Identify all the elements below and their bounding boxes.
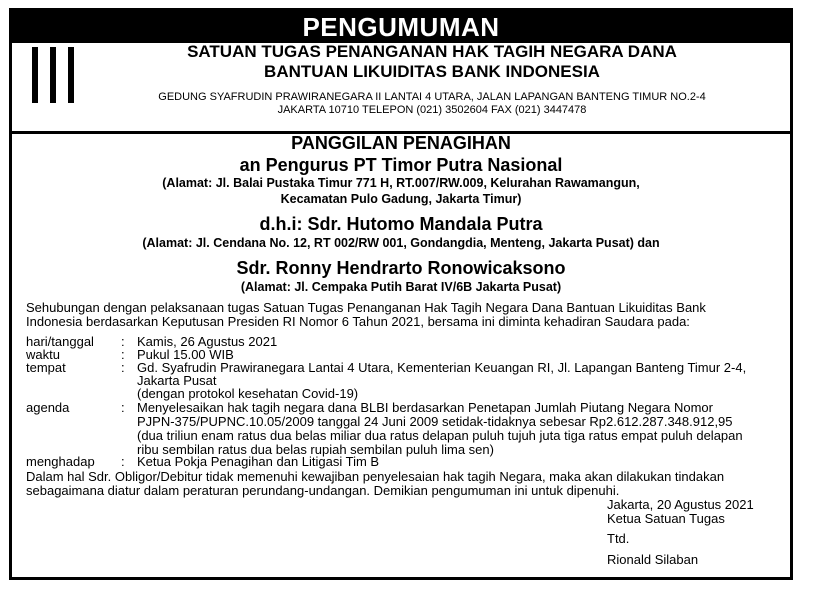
org-name-line2: BANTUAN LIKUIDITAS BANK INDONESIA	[264, 62, 600, 81]
agenda-line3: (dua triliun enam ratus dua belas miliar dua ratus delapan puluh tujuh juta tiga ratus empat puluh delapan	[137, 428, 743, 443]
detail-value	[137, 361, 785, 401]
announcement-banner: PENGUMUMAN	[12, 11, 790, 43]
announcement-frame	[9, 8, 793, 580]
tempat-line3: (dengan protokol kesehatan Covid-19)	[137, 386, 359, 401]
logo-bar	[50, 47, 56, 103]
detail-colon: :	[121, 400, 125, 415]
subject-address-line1: (Alamat: Jl. Balai Pustaka Timur 771 H, RT.007/RW.009, Kelurahan Rawamangun,	[162, 176, 640, 190]
detail-label: waktu	[26, 347, 60, 362]
org-address-line2: JAKARTA 10710 TELEPON (021) 3502604 FAX (021) 3447478	[277, 104, 587, 116]
intro-line1: Sehubungan dengan pelaksanaan tugas Satuan Tugas Penanganan Hak Tagih Negara Dana Bantuan Likuiditas Bank	[26, 300, 706, 315]
detail-value: Pukul 15.00 WIB	[137, 347, 234, 362]
signature-name: Rionald Silaban	[607, 552, 699, 567]
intro-line2: Indonesia berdasarkan Keputusan Presiden RI Nomor 6 Tahun 2021, bersama ini diminta kehadiran Saudara pada:	[26, 314, 690, 329]
subject-dhi: d.h.i: Sdr. Hutomo Mandala Putra	[259, 214, 543, 234]
signature-ttd: Ttd.	[607, 531, 630, 546]
closing-line1: Dalam hal Sdr. Obligor/Debitur tidak memenuhi kewajiban penyelesaian hak tagih Negara, maka akan dilakukan tindakan	[26, 469, 725, 484]
subject-address-line2: Kecamatan Pulo Gadung, Jakarta Timur)	[280, 192, 522, 206]
closing-line2: sebagaimana diatur dalam peraturan perundang-undangan. Demikian pengumuman ini untuk dipenuhi.	[26, 483, 620, 498]
agenda-line2: PJPN-375/PUPNC.10.05/2009 tanggal 24 Juni 2009 setidak-tidaknya sebesar Rp2.612.287.348.912,95	[137, 414, 733, 429]
detail-label: tempat	[26, 360, 66, 375]
signature-place-date: Jakarta, 20 Agustus 2021	[607, 497, 754, 512]
notice-title: PANGGILAN PENAGIHAN	[291, 133, 511, 153]
dhi-address: (Alamat: Jl. Cendana No. 12, RT 002/RW 001, Gondangdia, Menteng, Jakarta Pusat) dan	[142, 236, 660, 250]
detail-colon: :	[121, 360, 125, 375]
detail-label: agenda	[26, 400, 70, 415]
detail-label: hari/tanggal	[26, 334, 94, 349]
subject-person2: Sdr. Ronny Hendrarto Ronowicaksono	[236, 258, 566, 278]
tempat-line2: Jakarta Pusat	[137, 373, 217, 388]
signature-position: Ketua Satuan Tugas	[607, 511, 725, 526]
tempat-line1: Gd. Syafrudin Prawiranegara Lantai 4 Utara, Kementerian Keuangan RI, Jl. Lapangan Banteng Timur 2-4,	[137, 360, 747, 375]
detail-value: Ketua Pokja Penagihan dan Litigasi Tim B	[137, 454, 380, 469]
org-name-line1: SATUAN TUGAS PENANGANAN HAK TAGIH NEGARA DANA	[187, 42, 677, 61]
detail-colon: :	[121, 347, 125, 362]
detail-label: menghadap	[26, 454, 95, 469]
logo-bar	[32, 47, 38, 103]
subject-company: an Pengurus PT Timor Putra Nasional	[239, 155, 563, 175]
detail-colon: :	[121, 334, 125, 349]
org-address-line1: GEDUNG SYAFRUDIN PRAWIRANEGARA II LANTAI 4 UTARA, JALAN LAPANGAN BANTENG TIMUR NO.2-4	[158, 91, 706, 103]
detail-value: Kamis, 26 Agustus 2021	[137, 334, 278, 349]
agenda-line1: Menyelesaikan hak tagih negara dana BLBI berdasarkan Penetapan Jumlah Piutang Negara Nomor	[137, 400, 713, 415]
detail-colon: :	[121, 454, 125, 469]
detail-value	[137, 401, 785, 457]
agenda-line4: ribu sembilan ratus dua belas rupiah sembilan puluh lima sen)	[137, 442, 494, 457]
person2-address: (Alamat: Jl. Cempaka Putih Barat IV/6B Jakarta Pusat)	[240, 280, 562, 294]
logo-bars-icon	[32, 47, 74, 103]
